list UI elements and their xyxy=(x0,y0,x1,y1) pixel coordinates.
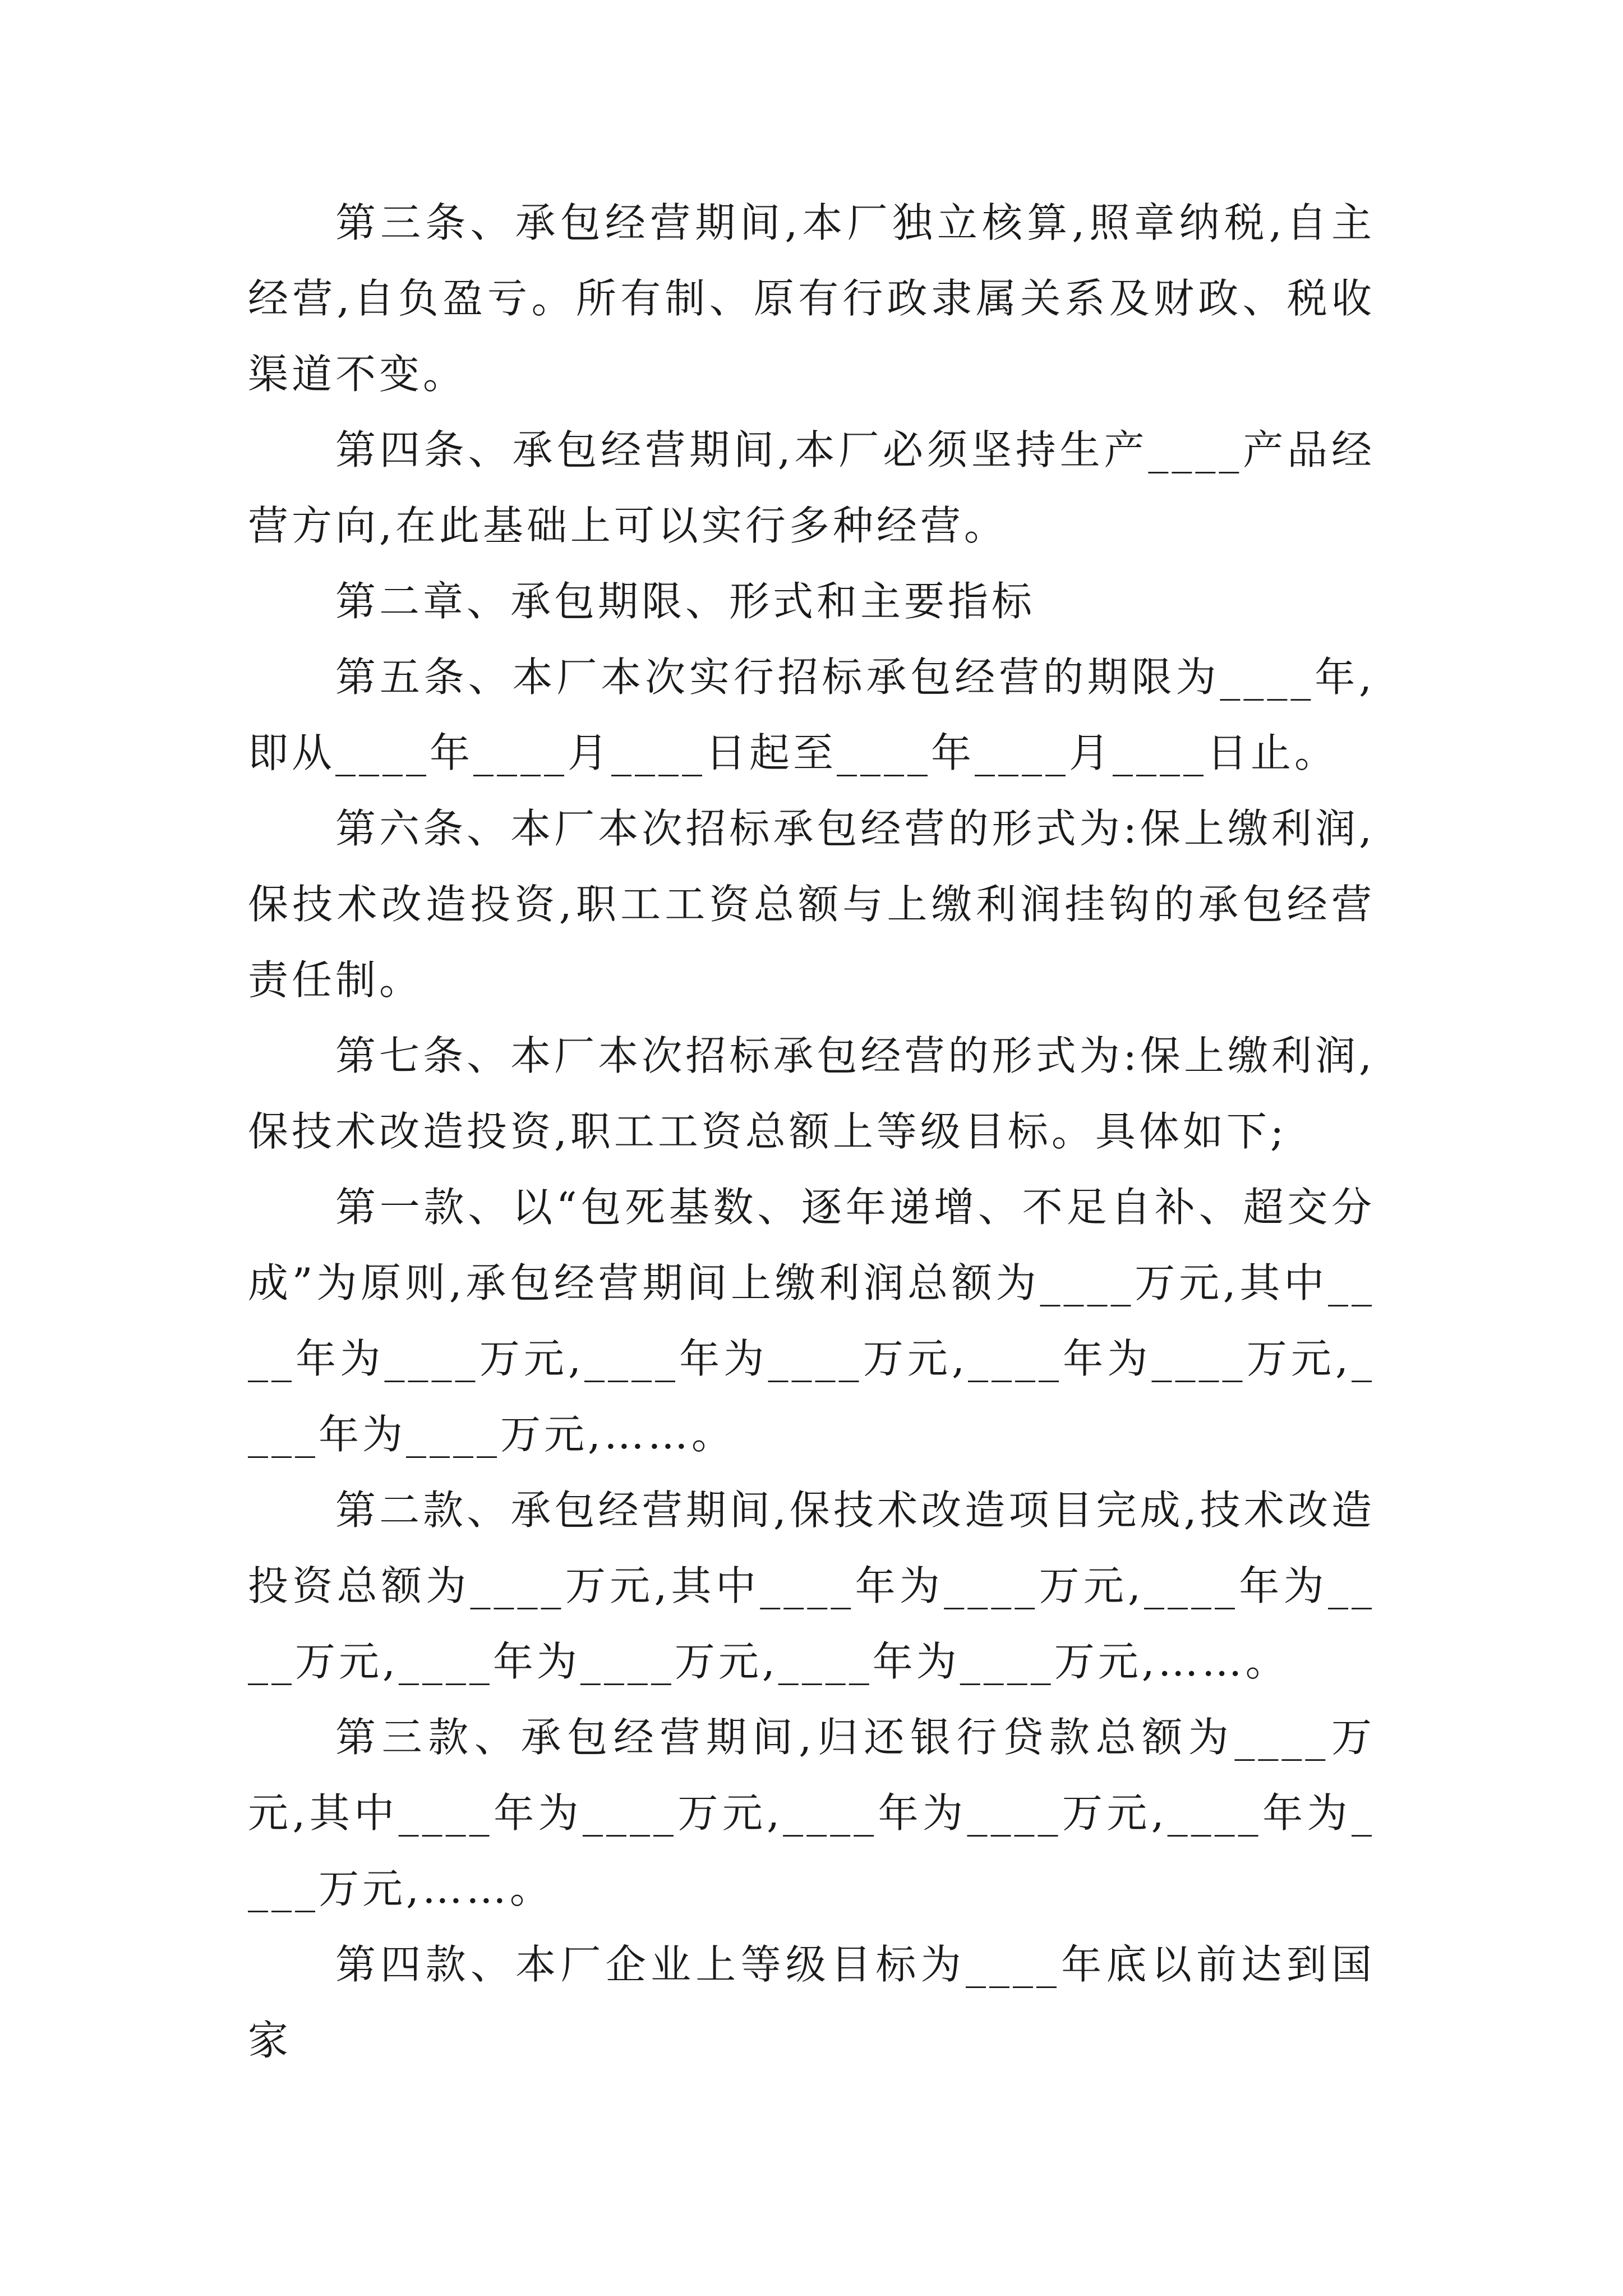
article-6-paragraph: 第六条、本厂本次招标承包经营的形式为:保上缴利润,保技术改造投资,职工工资总额与上缴利润挂钩的承包经营责任制。 xyxy=(248,805,1375,1004)
article-5-paragraph: 第五条、本厂本次实行招标承包经营的期限为____年,即从____年____月____日起至____年____月____日止。 xyxy=(248,654,1375,776)
clause-1-paragraph: 第一款、以“包死基数、逐年递增、不足自补、超交分成”为原则,承包经营期间上缴利润总额为____万元,其中____年为____万元,____年为____万元,____年为____万元,____年为____万元,……。 xyxy=(248,1184,1375,1458)
article-7-paragraph: 第七条、本厂本次招标承包经营的形式为:保上缴利润,保技术改造投资,职工工资总额上等级目标。具体如下; xyxy=(248,1032,1375,1155)
clause-2-paragraph: 第二款、承包经营期间,保技术改造项目完成,技术改造投资总额为____万元,其中____年为____万元,____年为____万元,____年为____万元,____年为____万元,……。 xyxy=(248,1487,1375,1685)
clause-4-paragraph: 第四款、本厂企业上等级目标为____年底以前达到国家 xyxy=(248,1941,1375,2064)
chapter-2-heading: 第二章、承包期限、形式和主要指标 xyxy=(335,578,1036,625)
document-body xyxy=(248,185,1375,2078)
article-3-paragraph: 第三条、承包经营期间,本厂独立核算,照章纳税,自主经营,自负盈亏。所有制、原有行政隶属关系及财政、税收渠道不变。 xyxy=(248,199,1375,398)
article-4-paragraph: 第四条、承包经营期间,本厂必须坚持生产____产品经营方向,在此基础上可以实行多种经营。 xyxy=(248,426,1375,549)
clause-3-paragraph: 第三款、承包经营期间,归还银行贷款总额为____万元,其中____年为____万元,____年为____万元,____年为____万元,……。 xyxy=(248,1714,1375,1912)
